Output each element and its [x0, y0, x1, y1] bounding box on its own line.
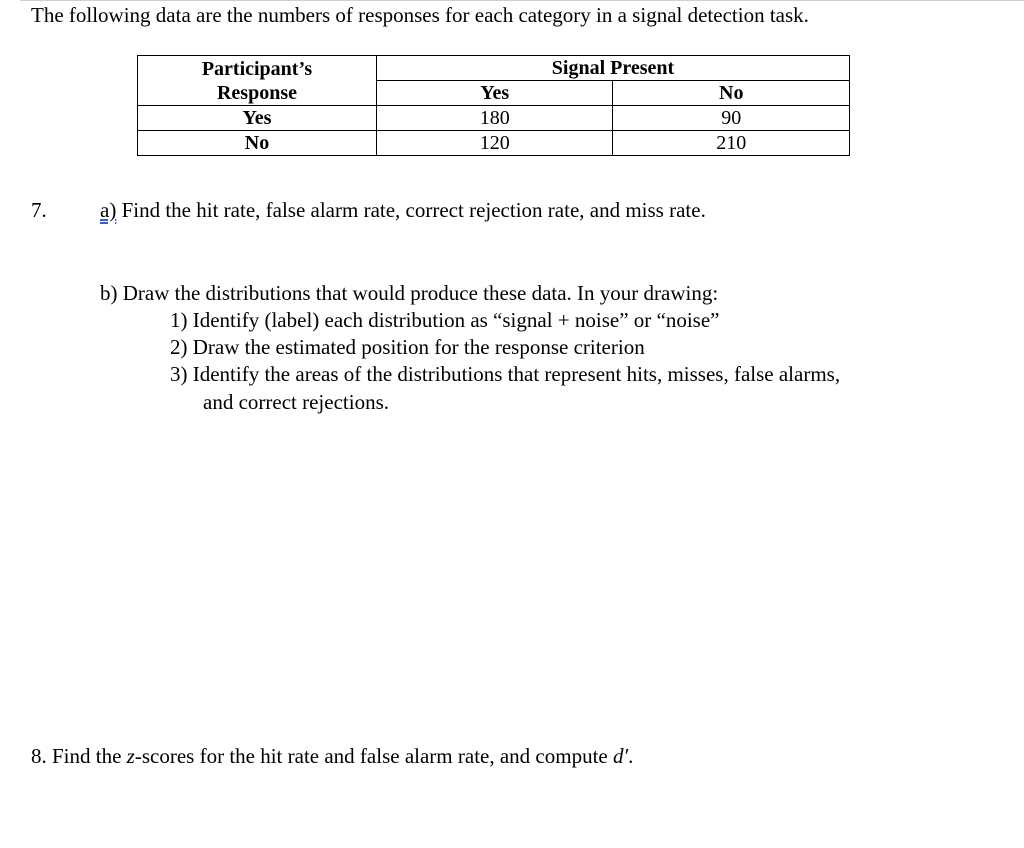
question-8-middle: -scores for the hit rate and false alarm rate, and compute — [134, 744, 613, 768]
question-7-number: 7. — [31, 198, 47, 222]
question-7b-item-3-continued: and correct rejections. — [203, 390, 389, 414]
cell-yes-no: 90 — [613, 106, 850, 131]
row-label-yes: Yes — [138, 106, 377, 131]
table-row — [138, 106, 850, 131]
cell-no-no: 210 — [613, 131, 850, 156]
row-header-line1: Participant’s — [201, 57, 313, 80]
question-7b-item-3: 3) Identify the areas of the distributions that represent hits, misses, false alarms, — [170, 362, 841, 386]
table-header-row — [138, 56, 850, 81]
question-7a-marker: a) — [100, 198, 117, 222]
question-7b: b) Draw the distributions that would produce these data. In your drawing: — [100, 281, 719, 305]
column-group-header: Signal Present — [377, 56, 850, 81]
question-8-z: z — [126, 744, 135, 768]
table-row — [138, 131, 850, 156]
page-top-border — [20, 0, 1024, 1]
question-8-dprime: d′ — [612, 744, 629, 768]
question-7a — [100, 198, 706, 223]
cell-no-yes: 120 — [377, 131, 613, 156]
row-header-cell — [138, 56, 377, 106]
question-7b-item-2: 2) Draw the estimated position for the response criterion — [170, 335, 645, 359]
row-label-no: No — [138, 131, 377, 156]
question-7a-text: Find the hit rate, false alarm rate, correct rejection rate, and miss rate. — [116, 198, 706, 222]
question-8-end: . — [628, 744, 634, 768]
cell-yes-yes: 180 — [377, 106, 613, 131]
column-header-yes: Yes — [377, 81, 613, 106]
column-header-no: No — [613, 81, 850, 106]
question-7b-item-1: 1) Identify (label) each distribution as “signal + noise” or “noise” — [170, 308, 720, 332]
signal-detection-table — [137, 55, 850, 156]
question-8-prefix: 8. Find the — [31, 744, 127, 768]
question-8 — [31, 744, 633, 769]
row-header-line2: Response — [216, 81, 297, 104]
intro-text: The following data are the numbers of responses for each category in a signal detection task. — [31, 3, 809, 27]
